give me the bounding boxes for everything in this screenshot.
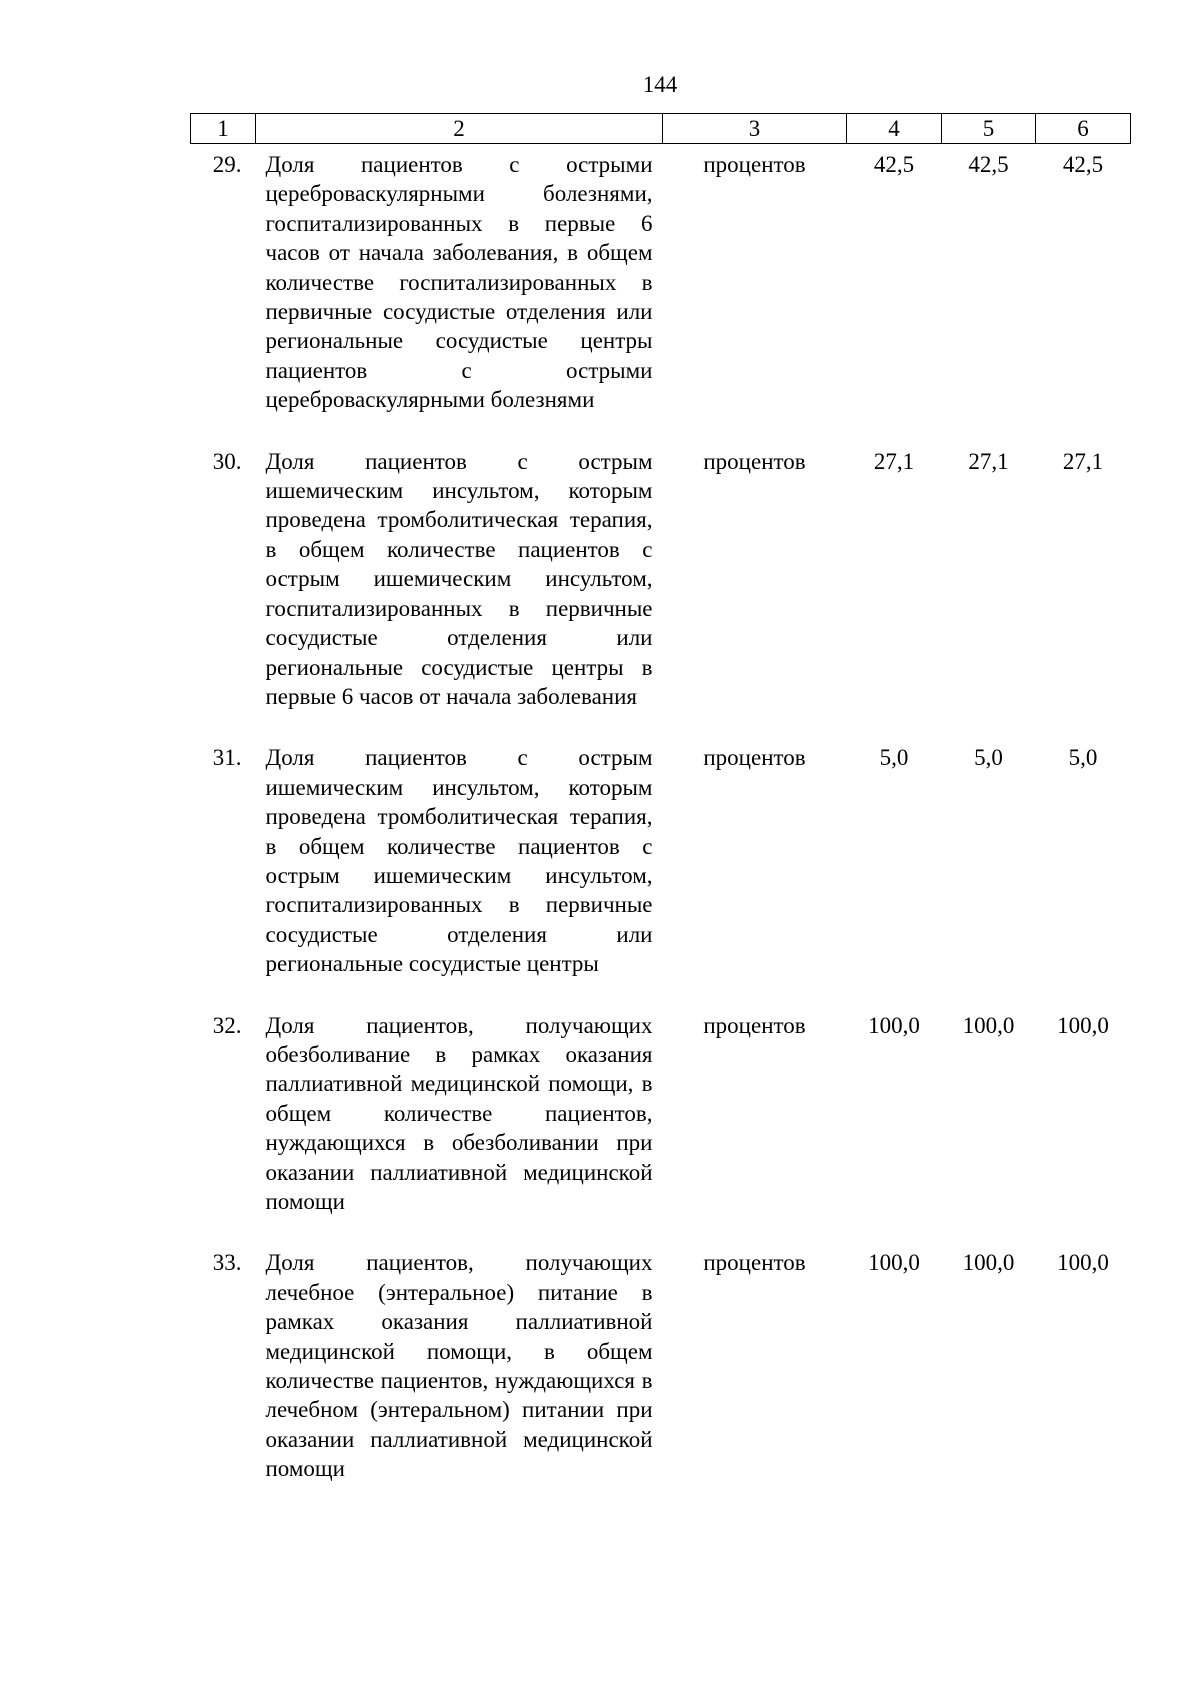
- row-unit: процентов: [703, 745, 806, 771]
- row-value-col-4: 100,0: [868, 1012, 920, 1038]
- header-col-2: 2: [256, 114, 663, 144]
- row-unit: процентов: [703, 152, 806, 177]
- table-row: [191, 1248, 1131, 1515]
- row-value-col-5: 100,0: [962, 1250, 1015, 1276]
- row-value-col-4: 27,1: [873, 448, 915, 474]
- row-value-col-5: 5,0: [974, 745, 1003, 771]
- row-description: Доля пациентов с острым ишемическим инсультом, которым проведена тромболитическая терапия, в общем количестве пациентов с острым ишемическим инсультом, госпитализированных в первичные сосудистые отделения или региональные сосудистые центры в первые 6 часов от начала заболевания: [265, 448, 653, 709]
- row-value-col-6: 27,1: [1062, 448, 1104, 474]
- row-value-col-5: 100,0: [962, 1012, 1015, 1038]
- header-col-6: 6: [1036, 114, 1131, 144]
- row-number: 33.: [212, 1250, 242, 1276]
- row-value-col-6: 100,0: [1057, 1250, 1109, 1276]
- row-value-col-5: 42,5: [968, 152, 1009, 177]
- header-row: [191, 114, 1131, 144]
- table-row: [191, 743, 1131, 1010]
- row-unit: процентов: [703, 1250, 806, 1276]
- row-value-col-6: 42,5: [1062, 152, 1104, 177]
- table-row: [191, 144, 1131, 447]
- row-number: 30.: [212, 448, 242, 474]
- row-value-col-6: 100,0: [1057, 1012, 1109, 1038]
- header-col-4: 4: [847, 114, 942, 144]
- row-description: Доля пациентов с острым ишемическим инсультом, которым проведена тромболитическая терапия, в общем количестве пациентов с острым ишемическим инсультом, госпитализированных в первичные сосудистые отделения или региональные сосудистые центры: [265, 745, 653, 977]
- row-number: 29.: [212, 152, 242, 177]
- row-value-col-5: 27,1: [968, 448, 1009, 474]
- row-number: 31.: [212, 745, 242, 771]
- header-col-3: 3: [663, 114, 847, 144]
- row-value-col-6: 5,0: [1068, 745, 1098, 771]
- row-description: Доля пациентов с острыми цереброваскулярными болезнями, госпитализированных в первые 6 часов от начала заболевания, в общем количестве госпитализированных в первичные сосудистые отделения или региональные сосудистые центры пациентов с острыми цереброваскулярными болезнями: [265, 152, 653, 413]
- row-unit: процентов: [703, 1012, 806, 1038]
- row-value-col-4: 5,0: [879, 745, 909, 771]
- table-header: [191, 114, 1131, 144]
- header-col-1: 1: [191, 114, 256, 144]
- row-number: 32.: [212, 1012, 242, 1038]
- row-description: Доля пациентов, получающих лечебное (энтеральное) питание в рамках оказания паллиативной медицинской помощи, в общем количестве пациентов, нуждающихся в лечебном (энтеральном) питании при оказании паллиативной медицинской помощи: [265, 1250, 653, 1482]
- header-col-5: 5: [942, 114, 1036, 144]
- row-description: Доля пациентов, получающих обезболивание в рамках оказания паллиативной медицинской помощи, в общем количестве пациентов, нуждающихся в обезболивании при оказании паллиативной медицинской помощи: [265, 1012, 653, 1214]
- row-value-col-4: 100,0: [868, 1250, 920, 1276]
- table-row: [191, 447, 1131, 744]
- page-number: 144: [642, 72, 678, 97]
- table-body: [191, 144, 1131, 1516]
- indicators-table: [190, 113, 1131, 1516]
- row-unit: процентов: [703, 448, 806, 474]
- table-row: [191, 1011, 1131, 1249]
- row-value-col-4: 42,5: [873, 152, 915, 177]
